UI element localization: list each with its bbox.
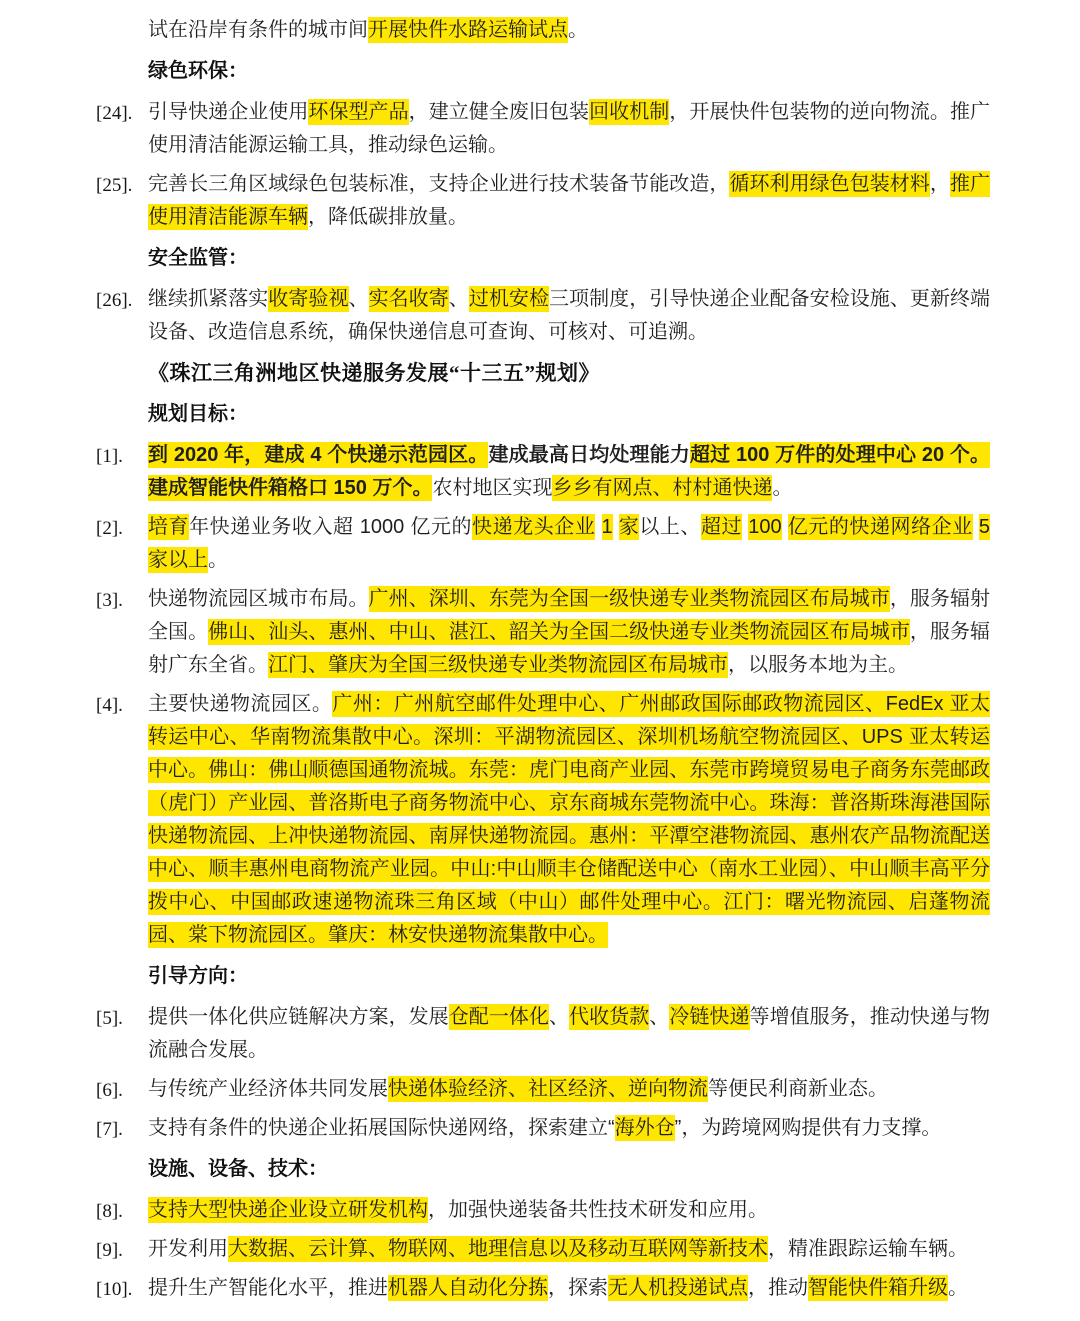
plain-text: 继续抓紧落实 xyxy=(148,288,269,310)
highlighted-text: 亿元的快递网络企业 xyxy=(787,516,973,538)
plain-text: 、 xyxy=(448,288,469,310)
highlighted-text: 智能快件箱升级 xyxy=(808,1277,948,1299)
section-heading: 规划目标： xyxy=(148,403,248,425)
plain-text: ”，为跨境网购提供有力支撑。 xyxy=(674,1117,942,1139)
plain-text: 。 xyxy=(948,1277,968,1299)
plain-text: 主要快递物流园区。 xyxy=(148,693,333,715)
highlighted-text: 培育 xyxy=(148,516,190,538)
list-item xyxy=(96,96,991,162)
plain-text: 提升生产智能化水平，推进 xyxy=(148,1277,388,1299)
section-heading: 设施、设备、技术： xyxy=(148,1158,328,1180)
highlighted-text: 机器人自动化分拣 xyxy=(388,1277,548,1299)
plain-text xyxy=(613,516,619,538)
plain-text: 完善长三角区域绿色包装标准，支持企业进行技术装备节能改造， xyxy=(148,173,730,195)
plain-text: 与传统产业经济体共同发展 xyxy=(148,1078,388,1100)
list-item xyxy=(96,1272,990,1305)
plain-text: 建成最高日均处理能力 xyxy=(488,444,691,466)
item-text xyxy=(148,286,990,343)
list-item xyxy=(96,168,991,234)
highlighted-text: 家以上 xyxy=(148,549,208,571)
item-number: [3]. xyxy=(96,590,123,611)
highlighted-text: 5 xyxy=(978,516,991,538)
plain-text: 、 xyxy=(348,288,369,310)
list-item xyxy=(96,1001,991,1067)
item-text xyxy=(148,691,990,948)
plain-text: 试在沿岸有条件的城市间 xyxy=(148,19,368,41)
plain-text: 年快递业务收入超 1000 亿元的 xyxy=(189,516,473,538)
plain-text: 。 xyxy=(208,549,228,571)
plain-text: 快递物流园区城市布局。 xyxy=(148,588,369,610)
section-heading: 引导方向： xyxy=(148,965,248,987)
highlighted-text: 实名收寄 xyxy=(368,288,449,310)
plain-text: 等便民利商新业态。 xyxy=(708,1078,888,1100)
item-number: [5]. xyxy=(96,1008,123,1029)
highlighted-text: 循环利用绿色包装材料 xyxy=(729,173,930,195)
plain-text: 农村地区实现 xyxy=(432,477,553,499)
highlighted-text: 广州：广州航空邮件处理中心、广州邮政国际邮政物流园区、FedEx 亚太转运中心、华南物流集散中心。深圳：平湖物流园区、深圳机场航空物流园区、UPS 亚太转运中心。佛山：佛山顺德国通物流城。东莞：虎门电商产业园、东莞市跨境贸易电子商务东莞邮政（虎门）产业园、普洛斯电子商务物流中心、京东商城东莞物流中心。珠海：普洛斯珠海港国际快递物流园、上冲快递物流园、南屏快递物流园。惠州：平潭空港物流园、惠州农产品物流配送中心、顺丰惠州电商物流产业园。中山:中山顺丰仓储配送中心（南水工业园）、中山顺丰高平分拨中心、中国邮政速递物流珠三角区域（中山）邮件处理中心。江门：曙光物流园、启蓬物流园、棠下物流园区。肇庆：林安快递物流集散中心。 xyxy=(148,693,991,946)
plain-text: ，以服务本地为主。 xyxy=(728,654,908,676)
highlighted-text: 过机安检 xyxy=(468,288,550,310)
plain-text: ，精准跟踪运输车辆。 xyxy=(768,1238,968,1260)
doc-title: 《珠江三角洲地区快递服务发展“十三五”规划》 xyxy=(148,361,600,385)
list-item xyxy=(96,583,991,682)
plain-text xyxy=(973,516,979,538)
item-number: [9]. xyxy=(96,1240,123,1261)
item-text xyxy=(148,1115,941,1141)
highlighted-text: 100 xyxy=(748,516,782,538)
list-item xyxy=(96,439,991,505)
item-number: [7]. xyxy=(96,1119,123,1140)
highlighted-text: 建成智能快件箱格口 150 万个。 xyxy=(148,477,433,499)
item-text xyxy=(148,99,990,156)
item-text xyxy=(148,514,990,573)
highlighted-text: 海外仓 xyxy=(614,1117,675,1139)
plain-text: 、 xyxy=(548,1006,570,1028)
highlighted-text: 快递龙头企业 xyxy=(472,516,596,538)
plain-text: 提供一体化供应链解决方案，发展 xyxy=(148,1006,449,1028)
plain-text xyxy=(595,516,601,538)
item-number: [6]. xyxy=(96,1080,123,1101)
highlighted-text: 推广使用清洁能源车辆 xyxy=(148,173,991,228)
plain-text: 以上、 xyxy=(639,516,701,538)
highlighted-text: 回收机制 xyxy=(589,101,670,123)
list-item xyxy=(96,1194,990,1227)
item-number: [4]. xyxy=(96,695,123,716)
item-text xyxy=(148,1076,888,1102)
plain-text: ，服务辐射广东全省。 xyxy=(148,621,991,676)
plain-text: ，建立健全废旧包装 xyxy=(408,101,590,123)
item-number: [25]. xyxy=(96,175,133,196)
highlighted-text: 收寄验视 xyxy=(268,288,349,310)
highlighted-text: 环保型产品 xyxy=(308,101,409,123)
list-item xyxy=(96,1073,990,1106)
plain-text: ， xyxy=(929,173,950,195)
plain-text: ，探索 xyxy=(548,1277,608,1299)
highlighted-text: 1 xyxy=(601,516,613,538)
plain-text: 三项制度，引导快递企业配备安检设施、更新终端设备、改造信息系统，确保快递信息可查询、可核对、可追溯。 xyxy=(148,288,991,343)
plain-text: 。 xyxy=(568,19,588,41)
list-item xyxy=(96,1233,990,1266)
item-text xyxy=(148,586,990,678)
plain-text: 支持有条件的快递企业拓展国际快递网络，探索建立“ xyxy=(148,1117,615,1139)
plain-text: 等增值服务，推动快递与物流融合发展。 xyxy=(148,1006,991,1061)
highlighted-text: 大数据、云计算、物联网、地理信息以及移动互联网等新技术 xyxy=(228,1238,768,1260)
plain-text: ，加强快递装备共性技术研发和应用。 xyxy=(428,1199,768,1221)
highlighted-text: 支持大型快递企业设立研发机构 xyxy=(148,1199,428,1221)
plain-text xyxy=(782,516,788,538)
continuation-line xyxy=(148,14,990,47)
list-item xyxy=(96,1112,990,1145)
highlighted-text: 到 2020 年，建成 4 个快递示范园区。 xyxy=(148,444,489,466)
plain-text: ，降低碳排放量。 xyxy=(308,206,468,228)
item-number: [2]. xyxy=(96,518,123,539)
item-text xyxy=(148,171,990,230)
highlighted-text: 无人机投递试点 xyxy=(608,1277,748,1299)
list-item xyxy=(96,688,991,952)
item-number: [10]. xyxy=(96,1279,133,1300)
item-text xyxy=(148,1004,990,1061)
item-text xyxy=(148,1236,968,1262)
plain-text: 开发利用 xyxy=(148,1238,228,1260)
highlighted-text: 家 xyxy=(618,516,640,538)
item-text xyxy=(148,17,588,43)
plain-text: ，推动 xyxy=(748,1277,808,1299)
plain-text: ，开展快件包装物的逆向物流。推广使用清洁能源运输工具，推动绿色运输。 xyxy=(148,101,991,156)
item-number: [26]. xyxy=(96,290,133,311)
plain-text: 。 xyxy=(772,477,793,499)
plain-text: ，服务辐射全国。 xyxy=(148,588,991,643)
highlighted-text: 仓配一体化 xyxy=(448,1006,549,1028)
item-number: [24]. xyxy=(96,103,133,124)
highlighted-text: 超过 xyxy=(701,516,743,538)
plain-text: 引导快递企业使用 xyxy=(148,101,309,123)
item-text xyxy=(148,442,990,501)
highlighted-text: 快递体验经济、社区经济、逆向物流 xyxy=(388,1078,708,1100)
item-text xyxy=(148,1197,768,1223)
section-heading: 安全监管： xyxy=(148,247,248,269)
highlighted-text: 超过 100 万件的处理中心 20 个。 xyxy=(690,444,991,466)
item-text xyxy=(148,1275,968,1301)
item-number: [1]. xyxy=(96,446,123,467)
section-heading: 绿色环保： xyxy=(148,60,248,82)
highlighted-text: 冷链快递 xyxy=(669,1006,750,1028)
highlighted-text: 代收货款 xyxy=(569,1006,650,1028)
highlighted-text: 广州、深圳、东莞为全国一级快递专业类物流园区布局城市 xyxy=(368,588,890,610)
item-number: [8]. xyxy=(96,1201,123,1222)
list-item xyxy=(96,283,991,349)
plain-text: 、 xyxy=(649,1006,670,1028)
highlighted-text: 佛山、汕头、惠州、中山、湛江、韶关为全国二级快递专业类物流园区布局城市 xyxy=(208,621,910,643)
highlighted-text: 开展快件水路运输试点 xyxy=(368,19,568,41)
list-item xyxy=(96,511,991,577)
highlighted-text: 江门、肇庆为全国三级快递专业类物流园区布局城市 xyxy=(268,654,728,676)
highlighted-text: 乡乡有网点、村村通快递 xyxy=(552,477,773,499)
